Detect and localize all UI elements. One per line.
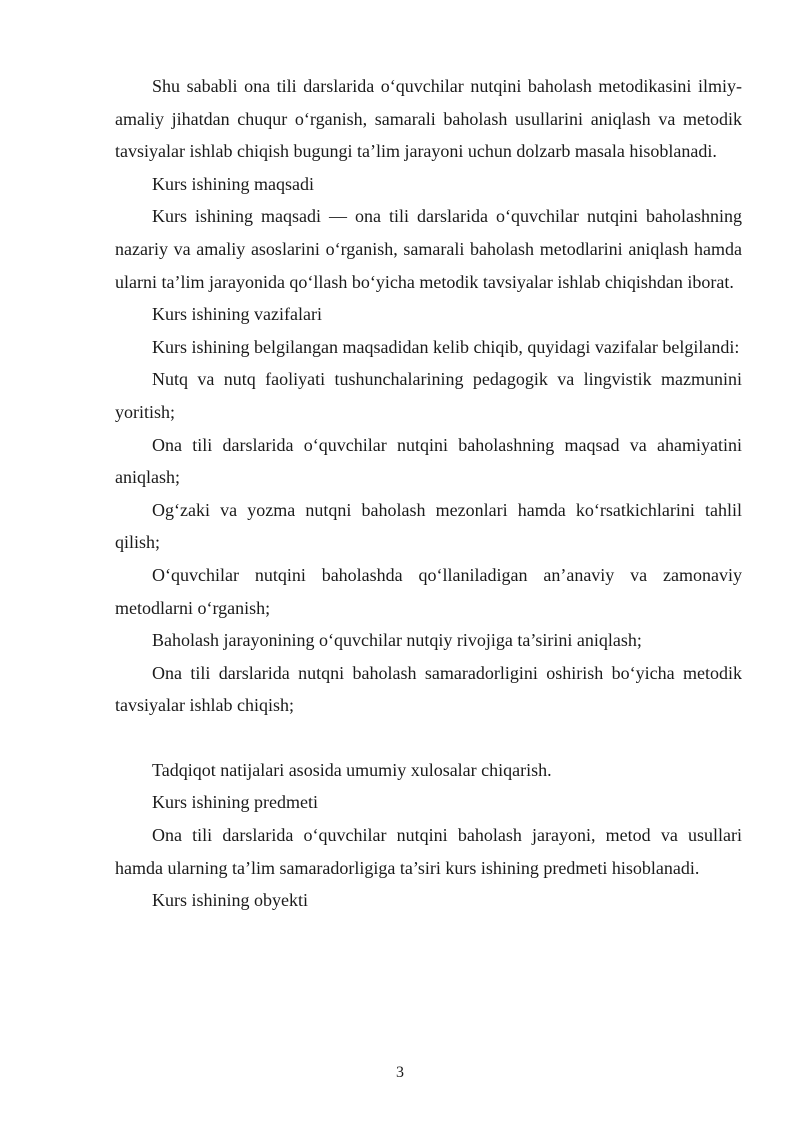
task-item: Ona tili darslarida nutqni baholash samaradorligini oshirish bo‘yicha metodik tavsiyalar ishlab chiqish; xyxy=(115,662,742,716)
paragraph-intro: Shu sababli ona tili darslarida o‘quvchilar nutqini baholash metodikasini ilmiy-amaliy jihatdan chuqur o‘rganish, samarali baholash usullarini aniqlash va metodik tavsiyalar ishlab chiqish bugungi ta’lim jarayoni uchun dolzarb masala hisoblanadi. xyxy=(115,76,742,162)
paragraph-subject: Ona tili darslarida o‘quvchilar nutqini baholash jarayoni, metod va usullari hamda ularning ta’lim samaradorligiga ta’siri kurs ishining predmeti hisoblanadi. xyxy=(115,825,742,878)
heading-goal: Kurs ishining maqsadi xyxy=(152,173,314,194)
task-item: Baholash jarayonining o‘quvchilar nutqiy rivojiga ta’sirini aniqlash; xyxy=(152,630,642,651)
paragraph-goal: Kurs ishining maqsadi — ona tili darslarida o‘quvchilar nutqini baholashning nazariy va amaliy asoslarini o‘rganish, samarali baholash metodlarini aniqlash hamda ularni ta’lim jarayonida qo‘llash bo‘yicha metodik tavsiyalar ishlab chiqishdan iborat. xyxy=(115,206,742,292)
document-body xyxy=(115,70,742,917)
task-item: Nutq va nutq faoliyati tushunchalarining pedagogik va lingvistik mazmunini yoritish; xyxy=(115,369,742,422)
task-item: Tadqiqot natijalari asosida umumiy xulosalar chiqarish. xyxy=(152,759,552,780)
paragraph-tasks-intro: Kurs ishining belgilangan maqsadidan kelib chiqib, quyidagi vazifalar belgilandi: xyxy=(152,336,740,357)
task-item: Og‘zaki va yozma nutqni baholash mezonlari hamda ko‘rsatkichlarini tahlil qilish; xyxy=(115,499,742,553)
blank-line xyxy=(115,722,742,754)
task-item: Ona tili darslarida o‘quvchilar nutqini baholashning maqsad va ahamiyatini aniqlash; xyxy=(115,434,742,488)
heading-object: Kurs ishining obyekti xyxy=(152,890,308,911)
heading-subject: Kurs ishining predmeti xyxy=(152,792,318,813)
heading-tasks: Kurs ishining vazifalari xyxy=(152,304,322,325)
page-number: 3 xyxy=(396,1064,404,1081)
task-item: O‘quvchilar nutqini baholashda qo‘llaniladigan an’anaviy va zamonaviy metodlarni o‘rganish; xyxy=(115,564,742,618)
